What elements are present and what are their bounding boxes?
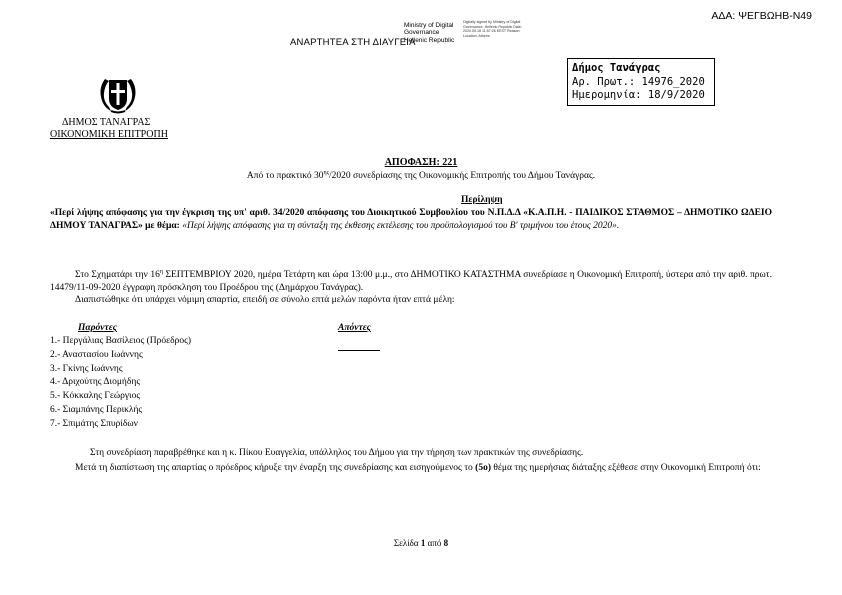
protocol-value: 14976_2020 <box>641 75 705 88</box>
page-current: 1 <box>420 538 426 548</box>
info-protocol <box>572 76 714 90</box>
org-committee: ΟΙΚΟΝΟΜΙΚΗ ΕΠΙΤΡΟΠΗ <box>50 129 168 140</box>
decision-subtitle <box>0 170 842 181</box>
ada-code: ΑΔΑ: ΨΕΓΒΩΗΒ-Ν49 <box>711 10 812 22</box>
info-date <box>572 89 714 103</box>
decision-title: ΑΠΟΦΑΣΗ: 221 <box>384 157 458 168</box>
secretary-paragraph: Στη συνεδρίαση παραβρέθηκε και η κ. Πίκου Ευαγγελία, υπάλληλος του Δήμου για την τήρηση των πρακτικών της συνεδρίασης. <box>90 448 584 458</box>
org-municipality: ΔΗΜΟΣ ΤΑΝΑΓΡΑΣ <box>62 117 151 128</box>
digital-signature-ministry: Ministry of Digital Governance Hellenic Republic <box>404 22 455 44</box>
absent-heading: Απόντες <box>338 323 371 333</box>
member-item: 1.- Περγάλιας Βασίλειος (Πρόεδρος) <box>50 336 192 346</box>
agenda-post: θέμα της ημερήσιας διάταξης εξέθεσε στην Οικονομική Επιτροπή ότι: <box>490 463 761 473</box>
agenda-paragraph <box>50 462 772 475</box>
absent-blank-line <box>338 350 380 351</box>
meeting-post: ΣΕΠΤΕΜΒΡΙΟΥ 2020, ημέρα Τετάρτη και ώρα 13:00 μ.μ., στο ΔΗΜΟΤΙΚΟ ΚΑΤΑΣΤΗΜΑ συνεδρίασε η Οικονομική Επιτροπή, ύστερα από την αριθ. πρωτ. 14479/11-09-2020 έγγραφη πρόσκληση του Προέδρου της (Δημάρχου Τανάγρας). <box>50 270 772 293</box>
subtitle-post: /2020 συνεδρίασης της Οικονομικής Επιτροπής του Δήμου Τανάγρας. <box>329 171 596 182</box>
subtitle-sup: ης <box>323 170 329 176</box>
posted-label: ΑΝΑΡΤΗΤΕΑ ΣΤΗ ΔΙΑΥΓΕΙΑ <box>290 37 416 48</box>
digital-signature-details: Digitally signed by Ministry of Digital Governance, Hellenic Republic Date: 2020.09.18 11:57:26 EEST Reason: Location: Athens <box>463 20 522 38</box>
member-item: 7.- Σπιμάτης Σπυρίδων <box>50 418 138 429</box>
member-item: 6.- Σιαμπάνης Περικλής <box>50 404 143 415</box>
info-municipality: Δήμος Τανάγρας <box>572 62 661 74</box>
page-footer <box>0 538 842 548</box>
protocol-label: Αρ. Πρωτ.: <box>572 75 636 88</box>
date-label: Ημερομηνία: <box>572 89 642 101</box>
present-heading: Παρόντες <box>78 323 117 333</box>
page-of-label: από <box>427 538 442 548</box>
agenda-pre: Μετά τη διαπίστωση της απαρτίας ο πρόεδρος κήρυξε την έναρξη της συνεδρίασης και εισηγούμενος το <box>75 463 476 473</box>
info-box <box>567 58 715 106</box>
meeting-sup: η <box>159 269 163 275</box>
agenda-number: (5ο) <box>475 463 491 473</box>
summary-italic: «Περί λήψης απόφασης για τη σύνταξη της έκθεσης εκτέλεσης του προϋπολογισμού του Β' τριμήνου του έτους 2020». <box>182 220 620 231</box>
summary-bold: «Περί λήψης απόφασης για την έγκριση της υπ' αριθ. 34/2020 απόφασης του Διοικητικού Συμβουλίου του Ν.Π.Δ.Δ «Κ.Α.Π.Η. - ΠΑΙΔΙΚΟΣ ΣΤΑΘΜΟΣ – ΔΗΜΟΤΙΚΟ ΩΔΕΙΟ ΔΗΜΟΥ ΤΑΝΑΓΡΑΣ» με θέμα: <box>50 208 772 231</box>
meeting-pre: Στο Σχηματάρι την 16 <box>75 270 160 281</box>
page-total: 8 <box>443 538 449 548</box>
member-item: 3.- Γκίνης Ιωάννης <box>50 363 123 374</box>
member-item: 4.- Δριχούτης Διομήδης <box>50 377 141 388</box>
subtitle-pre: Από το πρακτικό 30 <box>246 171 324 182</box>
meeting-paragraph <box>50 266 772 294</box>
date-value: 18/9/2020 <box>647 89 705 101</box>
present-members-list <box>50 335 191 432</box>
summary-heading: Περίληψη <box>461 195 503 205</box>
quorum-paragraph: Διαπιστώθηκε ότι υπάρχει νόμιμη απαρτία, επειδή σε σύνολο επτά μελών παρόντα ήταν επτά μέλη: <box>75 295 455 305</box>
member-item: 2.- Αναστασίου Ιωάννης <box>50 349 143 360</box>
summary-text <box>50 207 772 232</box>
page-label: Σελίδα <box>393 538 419 548</box>
greek-coat-of-arms-icon <box>97 73 139 115</box>
member-item: 5.- Κόκκαλης Γεώργιος <box>50 391 141 402</box>
